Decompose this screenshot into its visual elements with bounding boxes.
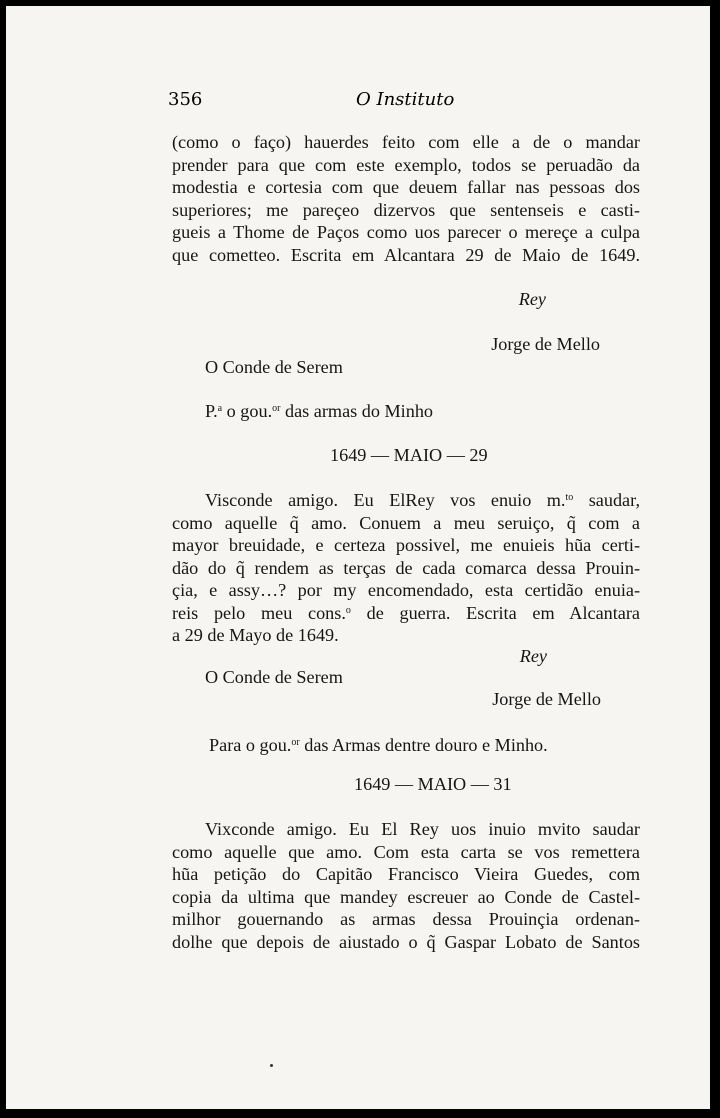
text-line: dão do q̃ rendem as terças de cada comarca dessa Prouin- [172, 557, 640, 578]
signature-secretary: Jorge de Mello [492, 689, 601, 709]
address-line: Para o gou.$^{or}$ das Armas dentre douro e Minho. [209, 735, 548, 755]
text-line: hũa petição do Capitão Francisco Vieira Guedes, com [172, 864, 640, 884]
text-line: prender para que com este exemplo, todos se peruadão da [172, 154, 640, 175]
text-line: mayor breuidade, e certeza possivel, me enuieis hũa certi- [172, 535, 640, 555]
page-header [168, 89, 642, 111]
signature-secretary: Jorge de Mello [491, 334, 600, 354]
text-line: modestia e cortesia com que deuem fallar nas pessoas dos [172, 177, 640, 197]
letter-3-body [172, 818, 640, 953]
signature-king: Rey [519, 646, 547, 666]
text-line: como aquelle q̃ amo. Conuem a meu seruiço, q̃ com a [172, 512, 640, 533]
letter-date: 1649 — MAIO — 29 [330, 445, 488, 465]
text-line: gueis a Thome de Paços como uos parecer o mereçe a culpa [172, 222, 640, 242]
text-line: (como o faço) hauerdes feito com elle a de o mandar [172, 132, 640, 152]
text-line: copia da ultima que mandey escreuer ao Conde de Castel- [172, 886, 640, 907]
letter-1-body [172, 131, 640, 266]
signature-king: Rey [518, 289, 546, 309]
recipient: O Conde de Serem [205, 667, 343, 687]
text-line: çia, e assy…? por my encomendado, esta certidão enuia- [172, 580, 640, 600]
ink-speck [270, 1064, 273, 1067]
text-line: superiores; me pareçeo dizervos que sentenseis e casti- [172, 199, 640, 220]
letter-2-body [172, 489, 640, 647]
page-number: 356 [168, 89, 203, 110]
text-line: como aquelle que amo. Com esta carta se vos remettera [172, 841, 640, 862]
text-line: reis pelo meu cons.$^o$ de guerra. Escrita em Alcantara [172, 602, 640, 623]
text-line: Visconde amigo. Eu ElRey vos enuio m.$^{to}$ saudar, [205, 490, 640, 510]
recipient: O Conde de Serem [205, 357, 343, 377]
text-line: Vixconde amigo. Eu El Rey uos inuio mvito saudar [205, 819, 640, 839]
letter-date: 1649 — MAIO — 31 [354, 774, 512, 794]
text-line: a 29 de Mayo de 1649. [172, 625, 339, 645]
address-line: P.$^a$ o gou.$^{or}$ das armas do Minho [205, 401, 434, 421]
text-line: que cometteo. Escrita em Alcantara 29 de Maio de 1649. [172, 244, 640, 265]
text-line: dolhe que depois de aiustado o q̃ Gaspar Lobato de Santos [172, 931, 640, 952]
text-line: milhor gouernando as armas dessa Prouinçia ordenan- [172, 909, 640, 929]
running-title: O Instituto [356, 89, 455, 110]
